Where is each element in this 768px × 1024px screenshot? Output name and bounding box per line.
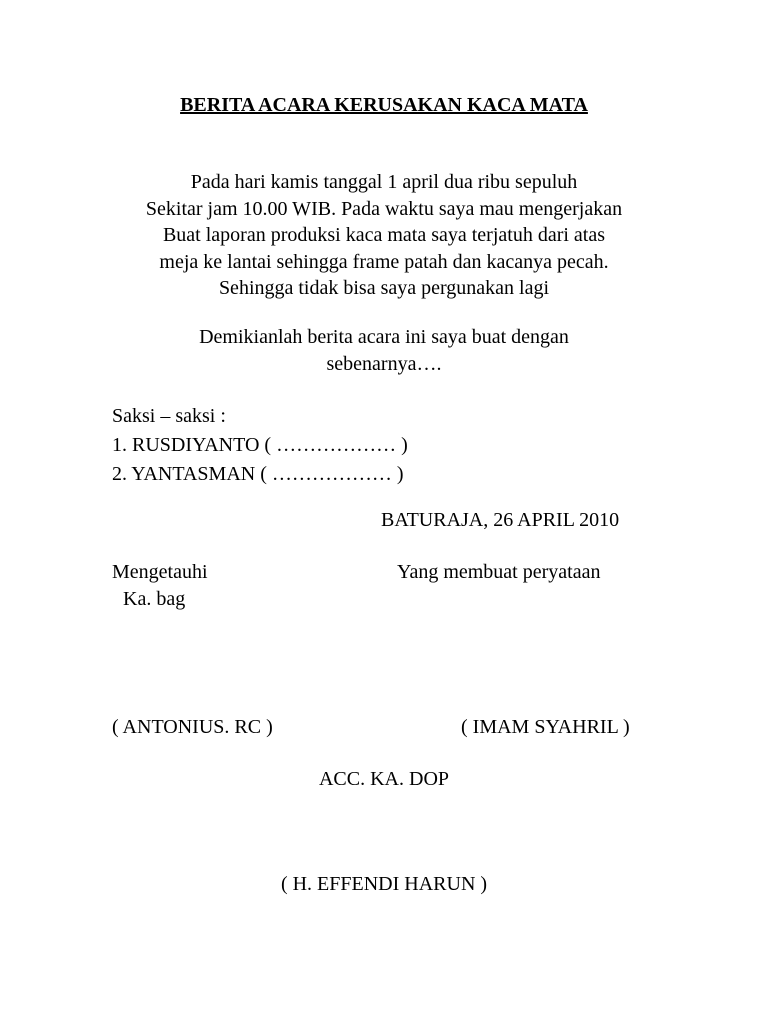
witness-list (112, 402, 408, 489)
incident-paragraph (0, 169, 768, 302)
paragraph-line: Buat laporan produksi kaca mata saya terjatuh dari atas (162, 224, 606, 246)
paragraph-line: Sekitar jam 10.00 WIB. Pada waktu saya mau mengerjakan (145, 197, 623, 220)
paragraph-line: meja ke lantai sehingga frame patah dan kacanya pecah. (159, 250, 609, 273)
witness-item: 1. RUSDIYANTO ( ……………… ) (112, 434, 408, 456)
approval-label: ACC. KA. DOP (318, 768, 450, 790)
right-signatory: ( IMAM SYAHRIL ) (461, 716, 630, 738)
witness-heading: Saksi – saksi : (112, 405, 226, 427)
left-signatory: ( ANTONIUS. RC ) (112, 716, 273, 738)
paragraph-line: sebenarnya…. (326, 352, 442, 375)
paragraph-line: Sehingga tidak bisa saya pergunakan lagi (218, 277, 550, 299)
document-title: BERITA ACARA KERUSAKAN KACA MATA (180, 94, 588, 116)
closing-paragraph (0, 324, 768, 377)
paragraph-line: Pada hari kamis tanggal 1 april dua ribu sepuluh (190, 171, 578, 193)
acknowledged-label: Mengetauhi (112, 561, 208, 583)
department-head-label: Ka. bag (123, 588, 186, 610)
approval-signatory: ( H. EFFENDI HARUN ) (280, 873, 488, 895)
statement-maker-label: Yang membuat peryataan (397, 561, 601, 583)
place-date: BATURAJA, 26 APRIL 2010 (381, 509, 620, 531)
witness-item: 2. YANTASMAN ( ……………… ) (112, 463, 404, 485)
paragraph-line: Demikianlah berita acara ini saya buat dengan (199, 326, 569, 348)
